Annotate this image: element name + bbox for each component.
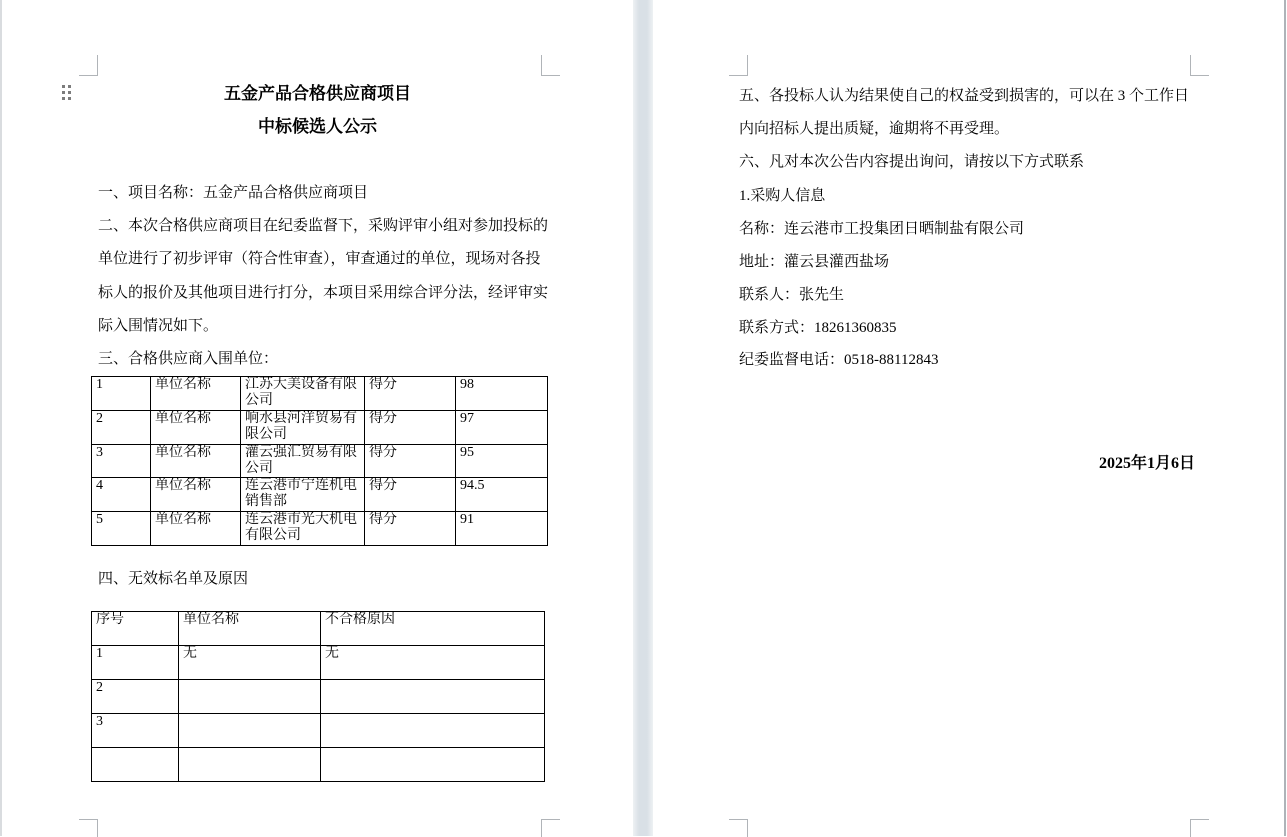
table-cell: 4 <box>92 478 151 512</box>
section2-line: 单位进行了初步评审（符合性审查），审查通过的单位，现场对各投 <box>98 251 541 267</box>
table-cell: 1 <box>92 646 179 680</box>
invalid-bids-table[interactable] <box>91 611 545 782</box>
margin-crop-mark-top-right <box>1190 55 1209 76</box>
table-row <box>92 411 548 445</box>
margin-crop-mark-top-left <box>729 55 748 76</box>
contact-phone-line: 联系方式：18261360835 <box>739 320 897 336</box>
table-cell <box>179 714 321 748</box>
table-row <box>92 377 548 411</box>
buyer-info-heading: 1.采购人信息 <box>739 188 826 204</box>
contact-person-line: 联系人：张先生 <box>739 287 845 303</box>
table-cell: 得分 <box>365 445 456 478</box>
table-cell: 97 <box>456 411 548 445</box>
table-row <box>92 680 545 714</box>
suppliers-table[interactable] <box>91 376 548 546</box>
table-header-cell: 不合格原因 <box>321 612 545 646</box>
table-cell: 单位名称 <box>151 512 241 546</box>
table-cell: 得分 <box>365 512 456 546</box>
document-page-1[interactable] <box>2 0 633 836</box>
table-cell: 98 <box>456 377 548 411</box>
buyer-name-line: 名称：连云港市工投集团日晒制盐有限公司 <box>739 221 1025 237</box>
table-cell: 得分 <box>365 377 456 411</box>
margin-crop-mark-bottom-left <box>729 819 748 837</box>
table-cell: 单位名称 <box>151 411 241 445</box>
table-cell: 1 <box>92 377 151 411</box>
table-cell: 得分 <box>365 411 456 445</box>
table-cell: 单位名称 <box>151 445 241 478</box>
table-header-cell: 序号 <box>92 612 179 646</box>
section6-heading: 六、凡对本次公告内容提出询问，请按以下方式联系 <box>739 154 1085 170</box>
table-cell: 连云港市宁连机电销售部 <box>241 478 365 512</box>
table-cell: 2 <box>92 680 179 714</box>
document-title-line2: 中标候选人公示 <box>258 117 377 136</box>
margin-crop-mark-bottom-left <box>79 819 98 837</box>
section4-heading: 四、无效标名单及原因 <box>98 571 249 587</box>
section3-heading: 三、合格供应商入围单位： <box>98 351 279 367</box>
table-cell: 2 <box>92 411 151 445</box>
table-cell: 3 <box>92 445 151 478</box>
table-cell: 单位名称 <box>151 478 241 512</box>
table-row <box>92 714 545 748</box>
table-cell: 得分 <box>365 478 456 512</box>
table-cell: 灌云强汇贸易有限公司 <box>241 445 365 478</box>
table-cell: 3 <box>92 714 179 748</box>
margin-crop-mark-top-right <box>541 55 560 76</box>
window-right-edge <box>1284 0 1286 836</box>
document-date: 2025年1月6日 <box>1098 455 1195 472</box>
section2-line: 标人的报价及其他项目进行打分，本项目采用综合评分法，经评审实 <box>98 285 549 301</box>
table-row <box>92 748 545 782</box>
margin-crop-mark-bottom-right <box>541 819 560 837</box>
section5-line: 五、各投标人认为结果使自己的权益受到损害的，可以在 3 个工作日 <box>739 88 1190 104</box>
table-cell: 95 <box>456 445 548 478</box>
table-row <box>92 478 548 512</box>
table-cell: 5 <box>92 512 151 546</box>
margin-crop-mark-top-left <box>79 55 98 76</box>
section5-line: 内向招标人提出质疑，逾期将不再受理。 <box>739 121 1010 137</box>
supervision-phone-line: 纪委监督电话：0518-88112843 <box>739 352 939 368</box>
table-row <box>92 445 548 478</box>
table-cell: 江苏大美设备有限公司 <box>241 377 365 411</box>
table-cell: 无 <box>321 646 545 680</box>
section2-line: 二、本次合格供应商项目在纪委监督下，采购评审小组对参加投标的 <box>98 218 549 234</box>
buyer-address-line: 地址：灌云县灌西盐场 <box>739 254 890 270</box>
document-page-2[interactable] <box>653 0 1284 836</box>
table-cell <box>321 748 545 782</box>
section1-heading: 一、项目名称：五金产品合格供应商项目 <box>98 185 369 201</box>
table-cell <box>92 748 179 782</box>
table-cell <box>179 748 321 782</box>
table-cell <box>179 680 321 714</box>
table-cell: 单位名称 <box>151 377 241 411</box>
section2-line: 际入围情况如下。 <box>98 318 219 334</box>
table-cell: 94.5 <box>456 478 548 512</box>
margin-crop-mark-bottom-right <box>1190 819 1209 837</box>
table-header-row <box>92 612 545 646</box>
table-row <box>92 512 548 546</box>
table-row <box>92 646 545 680</box>
page-gap <box>633 0 653 836</box>
table-cell: 连云港市光大机电有限公司 <box>241 512 365 546</box>
table-header-cell: 单位名称 <box>179 612 321 646</box>
table-cell: 响水县河洋贸易有限公司 <box>241 411 365 445</box>
table-cell <box>321 714 545 748</box>
table-cell <box>321 680 545 714</box>
table-cell: 无 <box>179 646 321 680</box>
table-cell: 91 <box>456 512 548 546</box>
document-title-line1: 五金产品合格供应商项目 <box>224 84 411 103</box>
